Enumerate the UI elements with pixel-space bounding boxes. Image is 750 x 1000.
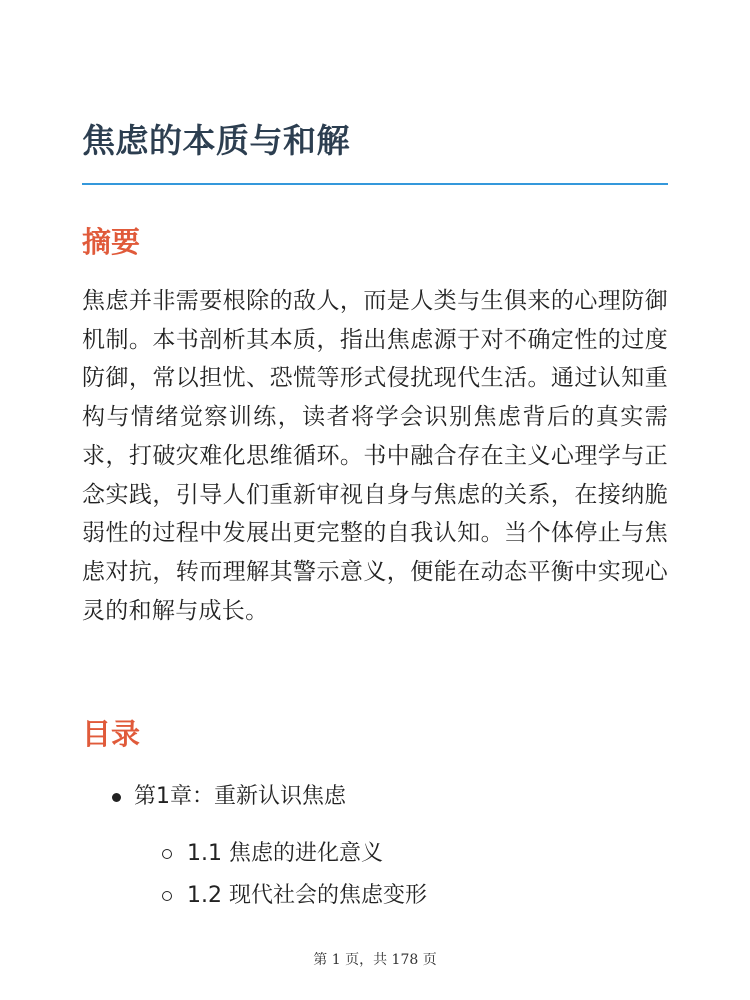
toc-section-label: 1.1 焦虑的进化意义 xyxy=(187,841,383,866)
toc-heading: 目录 xyxy=(82,717,141,751)
document-title: 焦虑的本质与和解 xyxy=(82,121,350,160)
toc-section-label: 1.2 现代社会的焦虑变形 xyxy=(187,883,427,908)
abstract-heading: 摘要 xyxy=(82,225,141,259)
toc-chapter-label: 第1章：重新认识焦虑 xyxy=(134,784,346,809)
abstract-paragraph: 焦虑并非需要根除的敌人，而是人类与生俱来的心理防御机制。本书剖析其本质，指出焦虑源于对不确定性的过度防御，常以担忧、恐慌等形式侵扰现代生活。通过认知重构与情绪觉察训练，读者将学会识别焦虑背后的真实需求，打破灾难化思维循环。书中融合存在主义心理学与正念实践，引导人们重新审视自身与焦虑的关系，在接纳脆弱性的过程中发展出更完整的自我认知。当个体停止与焦虑对抗，转而理解其警示意义，便能在动态平衡中实现心灵的和解与成长。 xyxy=(82,288,668,624)
page-number-footer: 第 1 页，共 178 页 xyxy=(313,952,437,968)
bullet-circle-icon xyxy=(162,891,172,901)
title-divider xyxy=(82,183,668,185)
bullet-circle-icon xyxy=(162,849,172,859)
toc-chapter-item[interactable] xyxy=(112,780,346,814)
bullet-disc-icon xyxy=(112,793,121,802)
toc-section-item[interactable] xyxy=(162,879,427,913)
toc-section-item[interactable] xyxy=(162,837,383,871)
